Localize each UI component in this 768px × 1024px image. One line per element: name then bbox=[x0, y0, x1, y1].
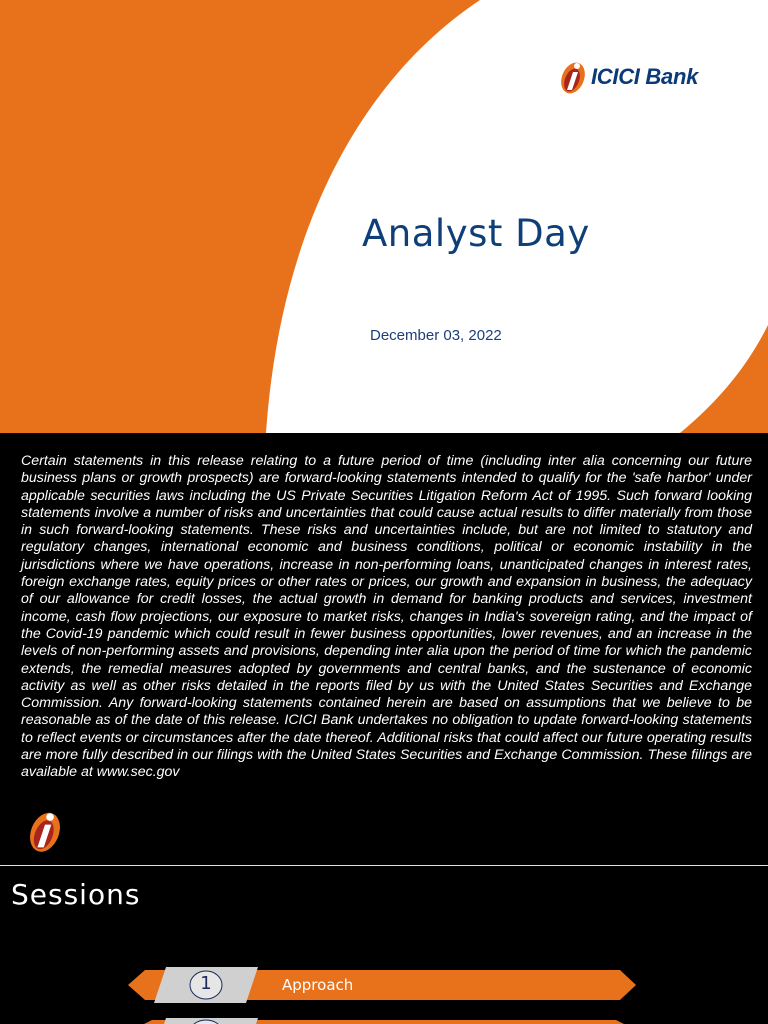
session-banner-shape bbox=[0, 965, 768, 1005]
session-item bbox=[0, 965, 768, 1005]
icici-i-icon bbox=[557, 58, 589, 96]
sessions-slide bbox=[0, 866, 768, 1024]
icici-i-logo-small bbox=[22, 807, 68, 860]
session-item bbox=[0, 1016, 768, 1024]
title-slide bbox=[0, 0, 768, 433]
icici-bank-logo bbox=[557, 57, 698, 97]
slide-title: Analyst Day bbox=[362, 212, 590, 255]
icici-i-icon bbox=[22, 807, 68, 855]
disclaimer-slide bbox=[0, 433, 768, 865]
slide-date: December 03, 2022 bbox=[370, 327, 502, 344]
disclaimer-text: Certain statements in this release relating to a future period of time (including inter alia concerning our future business plans or growth prospects) are forward-looking statements intended to qualify for the 'safe harbor' under applicable securities laws including the US Private Securities Litigation Reform Act of 1995. Such forward looking statements involve a number of risks and uncertainties that could cause actual results to differ materially from those in such forward-looking statements. These risks and uncertainties include, but are not limited to statutory and regulatory changes, international economic and business conditions, political or economic instability in the jurisdictions where we have operations, increase in non-performing loans, unanticipated changes in interest rates, foreign exchange rates, equity prices or other rates or prices, our growth and expansion in business, the adequacy of our allowance for credit losses, the actual growth in demand for banking products and services, investment income, cash flow projections, our exposure to market risks, changes in India's sovereign rating, and the impact of the Covid-19 pandemic which could result in fewer business opportunities, lower revenues, and an increase in the levels of non-performing assets and provisions, depending inter alia upon the period of time for which the pandemic extends, the remedial measures adopted by governments and central banks, and the sustenance of economic activity as well as other risks detailed in the reports filed by us with the United States Securities and Exchange Commission. Any forward-looking statements contained herein are based on assumptions that we believe to be reasonable as of the date of this release. ICICI Bank undertakes no obligation to update forward-looking statements to reflect events or circumstances after the date thereof. Additional risks that could affect our future operating results are more fully described in our filings with the United States Securities and Exchange Commission. These filings are available at www.sec.gov bbox=[21, 453, 752, 781]
logo-text: ICICI Bank bbox=[591, 64, 699, 89]
sessions-title: Sessions bbox=[11, 878, 141, 911]
session-number: 1 bbox=[200, 973, 212, 994]
session-banner-shape bbox=[0, 1016, 768, 1024]
session-label: Approach bbox=[282, 976, 354, 994]
